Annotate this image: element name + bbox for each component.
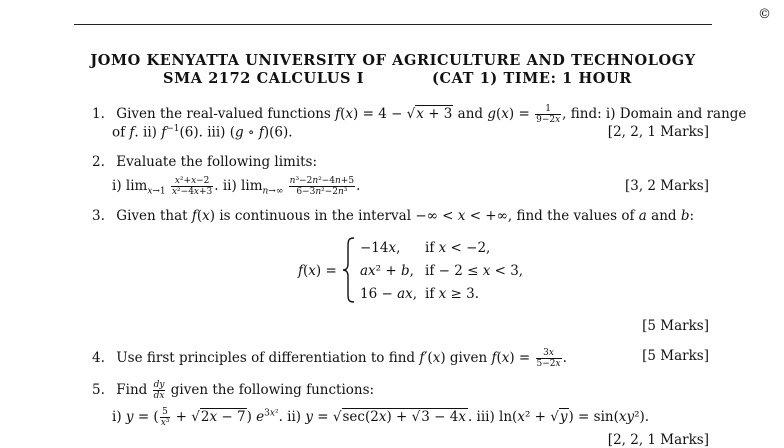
question-5-text: Find $\frac{dy}{dx}$ given the following functions: [116, 380, 375, 401]
question-1-text: Given the real-valued functions f(x) = 4 − √x + 3 and g(x) = $\frac{1}{9-2x}$ , find: i) Domain and range [116, 104, 747, 125]
question-1-line-2: of f. ii) $f^{-1}(6)$. iii) (g ∘ f)(6). [112, 124, 293, 141]
question-2-marks: [3, 2 Marks] [624, 178, 709, 194]
question-2-line-2: i) $\lim_{x\to 1}$ $\frac{\text{x²+x−2}}{\text{x²−4x+3}}$ . ii) $\lim_{n\to\infty}$ $\frac{\text{n³−2n²−4n+5}}{\text{6−3n²−2n³}}$ . [112, 176, 361, 197]
question-number: 4. [92, 350, 105, 366]
case-2-cond: if − 2 ≤ x < 3, [425, 263, 524, 279]
copyright-symbol: © [758, 7, 771, 22]
question-3 [92, 208, 694, 224]
question-4-marks: [5 Marks] [642, 348, 709, 364]
question-5 [92, 380, 374, 401]
question-3-text: Given that f(x) is continuous in the interval −∞ < x < +∞, find the values of a and b: [116, 208, 695, 224]
case-2-expr: ax² + b, [360, 263, 414, 279]
question-4-text: Use first principles of differentiation to find f′(x) given f(x) = $\frac{3x}{5-2x}$ . [116, 348, 567, 369]
question-2 [92, 154, 317, 170]
case-3-expr: 16 − ax, [360, 286, 418, 302]
course-title: SMA 2172 CALCULUS I [163, 70, 365, 87]
question-5-marks: [2, 2, 1 Marks] [607, 432, 709, 448]
question-2-text: Evaluate the following limits: [116, 154, 318, 170]
brace-symbol [342, 237, 356, 303]
case-1-expr: −14x, [360, 240, 401, 256]
university-title: JOMO KENYATTA UNIVERSITY OF AGRICULTURE AND TECHNOLOGY [90, 52, 696, 69]
question-4 [92, 348, 567, 369]
header-rule [74, 24, 712, 25]
question-number: 3. [92, 208, 105, 224]
question-1-marks: [2, 2, 1 Marks] [607, 124, 709, 140]
question-number: 5. [92, 382, 105, 398]
question-number: 1. [92, 106, 105, 122]
question-number: 2. [92, 154, 105, 170]
piecewise-lhs: f(x) = [298, 263, 337, 279]
exam-info: (CAT 1) TIME: 1 HOUR [432, 70, 632, 87]
question-3-marks: [5 Marks] [642, 318, 709, 334]
case-3-cond: if x ≥ 3. [425, 286, 480, 302]
case-1-cond: if x < −2, [425, 240, 491, 256]
question-1 [92, 104, 746, 125]
question-5-line-2: i) y = ( $\frac{5}{\text{x³}}$ + √2x − 7) $e^{3x^2}$. ii) y = √sec(2x) + √3 − 4x . iii) ln(x² + √y) = sin(xy²). [112, 407, 650, 428]
